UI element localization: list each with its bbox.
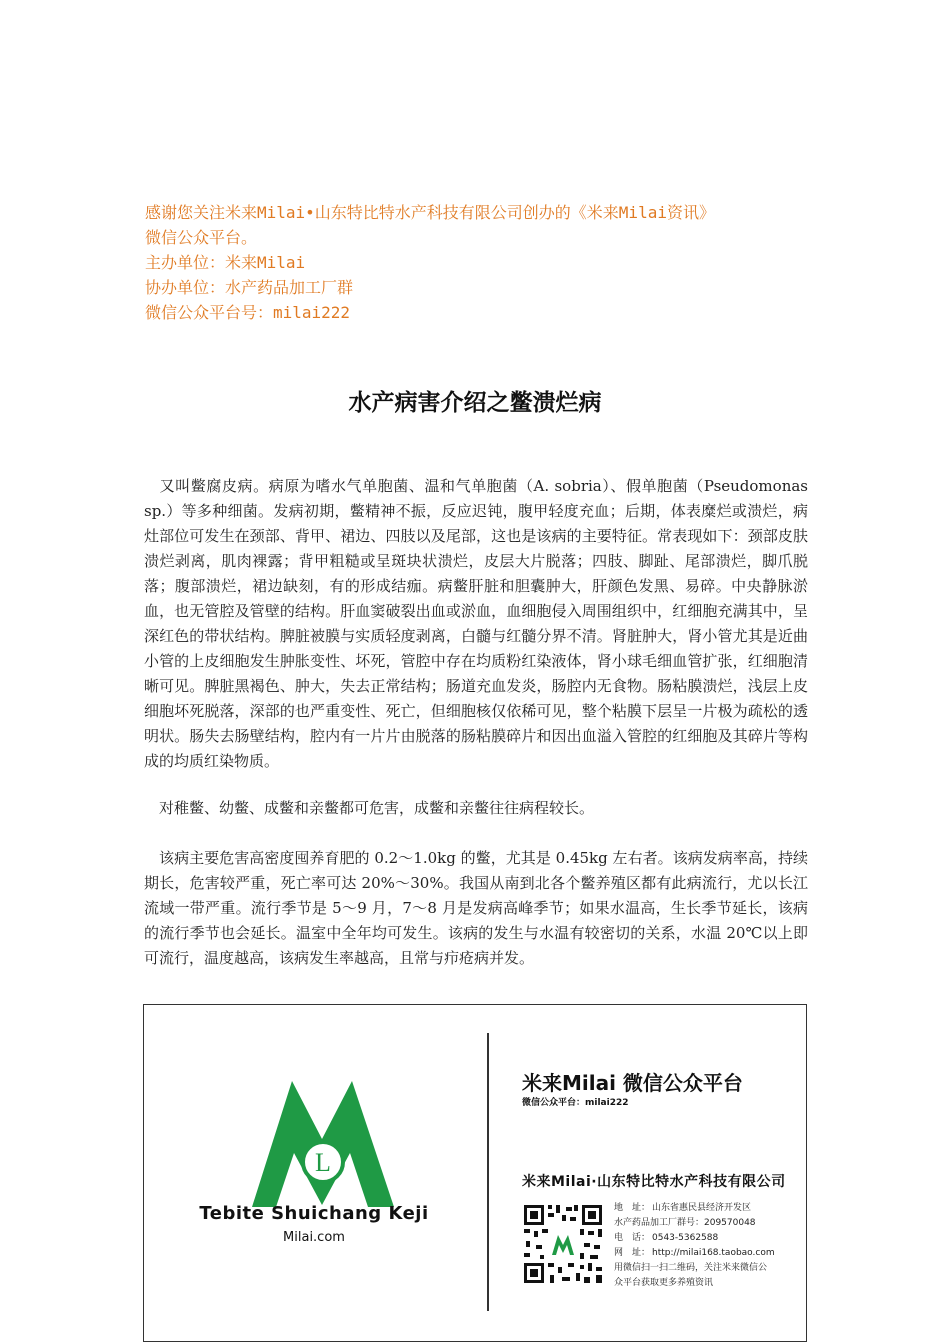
milai-logo: [244, 1067, 402, 1219]
contact-info-row: [614, 1201, 775, 1216]
contact-info-label: 网 址：: [614, 1248, 651, 1258]
paragraph-symptoms: [144, 474, 808, 774]
intro-block: [145, 200, 825, 325]
intro-line: 微信公众平台。: [145, 228, 258, 247]
qr-code-icon[interactable]: [522, 1203, 604, 1285]
business-card: [143, 1004, 807, 1342]
logo-website: Milai.com: [283, 1230, 345, 1245]
intro-line: 感谢您关注米来Milai•山东特比特水产科技有限公司创办的《米来Milai资讯》: [145, 203, 715, 222]
article-title: 水产病害介绍之鳖溃烂病: [348, 390, 602, 416]
card-divider: [487, 1033, 489, 1311]
paragraph-epidemiology: [144, 846, 808, 971]
platform-id: 微信公众平台：milai222: [522, 1098, 629, 1108]
platform-title: 米来Milai 微信公众平台: [522, 1071, 743, 1095]
contact-info-value: http://milai168.taobao.com: [652, 1248, 775, 1258]
company-name: 米来Milai·山东特比特水产科技有限公司: [522, 1174, 786, 1190]
wechat-id-line: 微信公众平台号：milai222: [145, 303, 351, 322]
contact-info-label: 地 址：: [614, 1203, 651, 1213]
logo-caption: [144, 1203, 484, 1245]
contact-info-row: [614, 1276, 775, 1291]
contact-info-label: 电 话：: [614, 1233, 651, 1243]
logo-name: Tebite Shuichang Keji: [199, 1203, 429, 1224]
paragraph-hosts: [144, 796, 808, 821]
milai-logo-icon: [244, 1067, 402, 1219]
contact-info-value: 众平台获取更多养殖资讯: [614, 1278, 714, 1288]
co-organizer-line: 协办单位：水产药品加工厂群: [145, 278, 354, 297]
contact-info-row: [614, 1231, 775, 1246]
logo-letter: L: [315, 1148, 331, 1177]
paragraph-text: 对稚鳖、幼鳖、成鳖和亲鳖都可危害，成鳖和亲鳖往往病程较长。: [159, 799, 595, 817]
contact-info-value: 水产药品加工厂群号：209570048: [614, 1218, 756, 1228]
contact-info-row: [614, 1246, 775, 1261]
organizer-line: 主办单位：米来Milai: [145, 253, 306, 272]
paragraph-text: 又叫鳖腐皮病。病原为嗜水气单胞菌、温和气单胞菌（A. sobria）、假单胞菌（Pseudomonas sp.）等多种细菌。发病初期，鳖精神不振，反应迟钝，腹甲轻度充血；后期，体表糜烂或溃烂，病灶部位可发生在颈部、背甲、裙边、四肢以及尾部，这也是该病的主要特征。常表现如下：颈部皮肤溃烂剥离，肌肉裸露；背甲粗糙或呈斑块状溃烂，皮层大片脱落；四肢、脚趾、尾部溃烂，脚爪脱落；腹部溃烂，裙边缺刻，有的形成结痂。病鳖肝脏和胆囊肿大，肝颜色发黑、易碎。中央静脉淤血，也无管腔及管壁的结构。肝血窦破裂出血或淤血，血细胞侵入周围组织中，红细胞充满其中，呈深红色的带状结构。脾脏被膜与实质轻度剥离，白髓与红髓分界不清。肾脏肿大，肾小管尤其是近曲小管的上皮细胞发生肿胀变性、坏死，管腔中存在均质粉红染液体，肾小球毛细血管扩张，红细胞清晰可见。脾脏黑褐色、肿大，失去正常结构；肠道充血发炎，肠腔内无食物。肠粘膜溃烂，浅层上皮细胞坏死脱落，深部的也严重变性、死亡，但细胞核仅依稀可见，整个粘膜下层呈一片极为疏松的透明状。肠失去肠壁结构，腔内有一片片由脱落的肠粘膜碎片和因出血溢入管腔的红细胞及其碎片等构成的均质红染物质。: [144, 477, 808, 770]
contact-info-value: 用微信扫一扫二维码，关注米来微信公: [614, 1263, 768, 1273]
contact-info: [614, 1201, 775, 1291]
contact-info-value: 0543-5362588: [652, 1233, 719, 1243]
contact-info-value: 山东省惠民县经济开发区: [652, 1203, 752, 1213]
contact-info-row: [614, 1216, 775, 1231]
contact-info-row: [614, 1261, 775, 1276]
paragraph-text: 该病主要危害高密度囤养育肥的 0.2～1.0kg 的鳖，尤其是 0.45kg 左右者。该病发病率高，持续期长，危害较严重，死亡率可达 20%～30%。我国从南到北各个鳖养殖区都有此病流行，尤以长江流域一带严重。流行季节是 5～9 月，7～8 月是发病高峰季节；如果水温高，生长季节延长，该病的流行季节也会延长。温室中全年均可发生。该病的发生与水温有较密切的关系，水温 20℃以上即可流行，温度越高，该病发生率越高，且常与疖疮病并发。: [144, 849, 808, 967]
